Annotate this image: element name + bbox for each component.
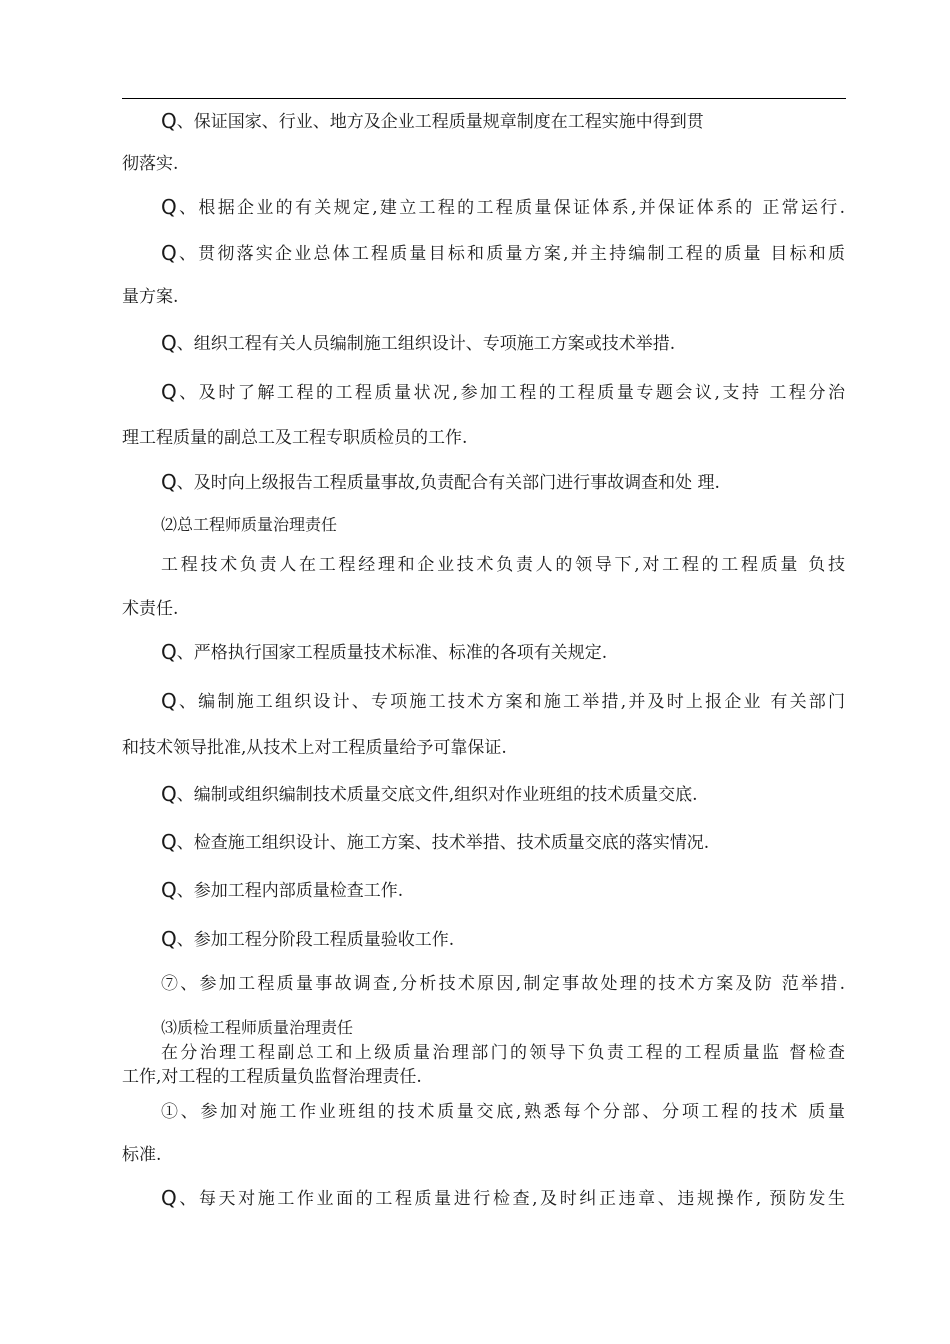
list-marker: Q (161, 1186, 177, 1210)
line-text: 、参加工程分阶段工程质量验收工作. (176, 930, 455, 950)
line-text: 、编制施工组织设计、专项施工技术方案和施工举措,并及时上报企业 有关部门 (176, 692, 845, 712)
line-text: 、根据企业的有关规定,建立工程的工程质量保证体系,并保证体系的 正常运行. (176, 198, 845, 218)
list-item (161, 332, 675, 355)
list-item (161, 471, 720, 494)
list-marker: Q (161, 830, 177, 854)
list-marker: Q (161, 195, 177, 219)
line-text: 量方案. (122, 287, 179, 307)
line-text: ①、参加对施工作业班组的技术质量交底,熟悉每个分部、分项工程的技术 质量 (161, 1102, 845, 1122)
line-text: 术责任. (122, 599, 179, 619)
list-item (161, 1101, 845, 1123)
list-marker: Q (161, 782, 177, 806)
line-text: 、每天对施工作业面的工程质量进行检查,及时纠正违章、违规操作, 预防发生 (176, 1189, 845, 1209)
line-text: 、编制或组织编制技术质量交底文件,组织对作业班组的技术质量交底. (176, 785, 698, 805)
list-item (161, 879, 403, 902)
line-text: 彻落实. (122, 154, 179, 174)
list-item (161, 783, 698, 806)
line-text: 和技术领导批准,从技术上对工程质量给予可靠保证. (122, 738, 507, 758)
line-text: 工程技术负责人在工程经理和企业技术负责人的领导下,对工程的工程质量 负技 (161, 555, 845, 575)
list-item (161, 831, 709, 854)
line (122, 737, 507, 759)
line-text: 、参加工程内部质量检查工作. (176, 881, 404, 901)
list-marker: Q (161, 331, 177, 355)
list-marker: Q (161, 380, 177, 404)
heading-text: ⑵总工程师质量治理责任 (161, 515, 338, 534)
list-item (161, 973, 845, 995)
list-marker: Q (161, 927, 177, 951)
line-text: 、严格执行国家工程质量技术标准、标准的各项有关规定. (176, 643, 608, 663)
line-text: 、及时了解工程的工程质量状况,参加工程的工程质量专题会议,支持 工程分治 (176, 383, 845, 403)
line-text: 在分治理工程副总工和上级质量治理部门的领导下负责工程的工程质量监 督检查 (161, 1043, 845, 1063)
paragraph-line (161, 1042, 845, 1064)
list-item (161, 242, 845, 265)
line (122, 427, 467, 449)
list-item (161, 381, 845, 404)
line-text: 工作,对工程的工程质量负监督治理责任. (122, 1067, 422, 1087)
line-text: ⑦、参加工程质量事故调查,分析技术原因,制定事故处理的技术方案及防 范举措. (161, 974, 845, 994)
list-marker: Q (161, 878, 177, 902)
line-text: 标准. (122, 1145, 162, 1165)
list-item (161, 928, 454, 951)
list-marker: Q (161, 689, 177, 713)
list-marker: Q (161, 241, 177, 265)
line (122, 1066, 422, 1088)
list-item (161, 110, 704, 133)
list-marker: Q (161, 640, 177, 664)
line-text: 、检查施工组织设计、施工方案、技术举措、技术质量交底的落实情况. (176, 833, 710, 853)
section-heading (161, 514, 337, 536)
heading-text: ⑶质检工程师质量治理责任 (161, 1018, 354, 1037)
line (122, 153, 178, 175)
list-item (161, 641, 607, 664)
list-item (161, 196, 845, 219)
line-text: 、及时向上级报告工程质量事故,负责配合有关部门进行事故调查和处 理. (176, 473, 720, 493)
section-heading (161, 1017, 353, 1039)
line-text: 、组织工程有关人员编制施工组织设计、专项施工方案或技术举措. (176, 334, 676, 354)
line-text: 、贯彻落实企业总体工程质量目标和质量方案,并主持编制工程的质量 目标和质 (176, 244, 845, 264)
list-marker: Q (161, 470, 177, 494)
paragraph-line (161, 554, 845, 576)
list-item (161, 690, 845, 713)
line (122, 598, 178, 620)
header-rule (122, 98, 846, 99)
list-item (161, 1187, 845, 1210)
line-text: 、保证国家、行业、地方及企业工程质量规章制度在工程实施中得到贯 (176, 112, 704, 132)
line-text: 理工程质量的副总工及工程专职质检员的工作. (122, 428, 468, 448)
line (122, 1144, 161, 1166)
list-marker: Q (161, 109, 177, 133)
line (122, 286, 178, 308)
